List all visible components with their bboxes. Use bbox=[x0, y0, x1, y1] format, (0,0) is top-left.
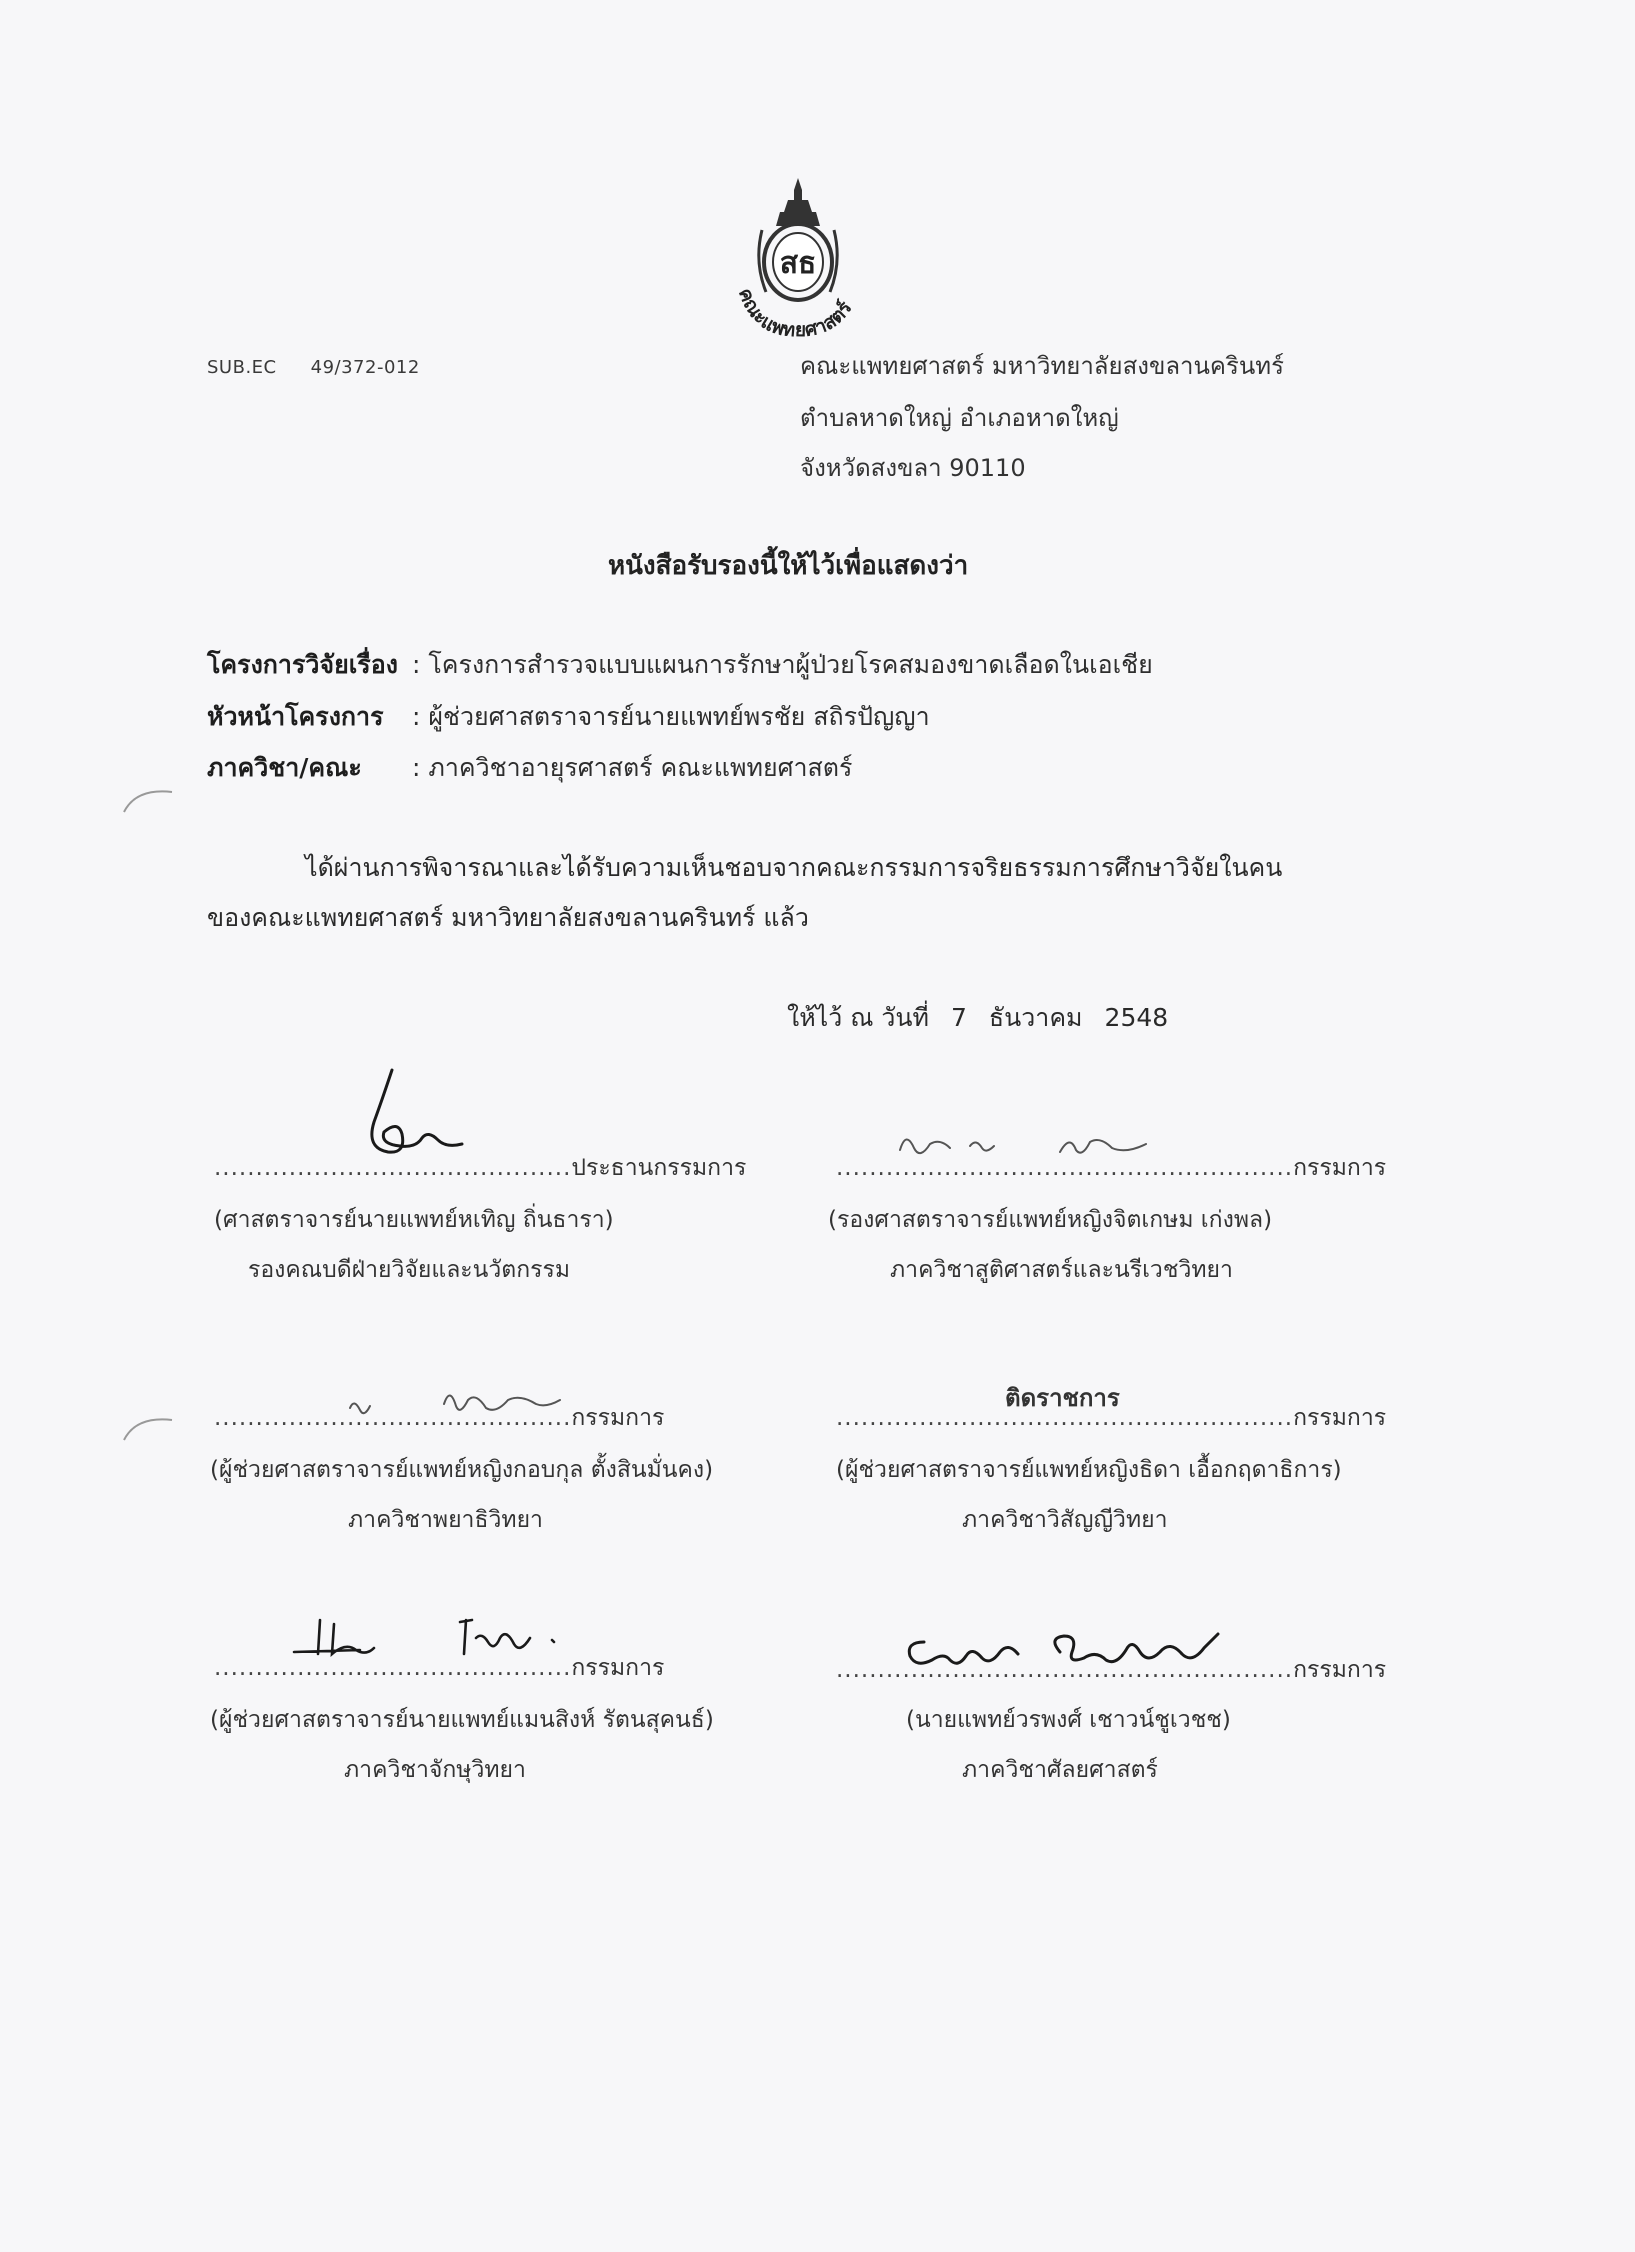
signatory-name-4: (ผู้ช่วยศาสตราจารย์แพทย์หญิงธิดา เอื้อกฤดาธิการ) bbox=[836, 1457, 1342, 1483]
project-dept-label: ภาควิชา/คณะ bbox=[207, 753, 362, 782]
signatory-role: กรรมการ bbox=[571, 1405, 665, 1431]
signatory-name-5: (ผู้ช่วยศาสตราจารย์นายแพทย์แมนสิงห์ รัตนสุคนธ์) bbox=[210, 1707, 714, 1733]
signatory-name-1: (ศาสตราจารย์นายแพทย์หเทิญ ถิ่นธารา) bbox=[214, 1207, 614, 1233]
reference-code: 49/372-012 bbox=[310, 357, 420, 378]
dotted-line: ........................................... bbox=[214, 1155, 572, 1181]
issue-date bbox=[787, 998, 1168, 1038]
punch-hole-mark bbox=[118, 1410, 178, 1450]
project-dept-row bbox=[207, 748, 852, 788]
project-head-value: : ผู้ช่วยศาสตราจารย์นายแพทย์พรชัย สถิรปัญญา bbox=[412, 702, 930, 731]
svg-text:สธ: สธ bbox=[779, 246, 817, 281]
project-head-row bbox=[207, 697, 930, 737]
punch-hole-mark bbox=[118, 782, 178, 822]
signature-line-2 bbox=[836, 1150, 1386, 1186]
signatory-dept-4: ภาควิชาวิสัญญีวิทยา bbox=[962, 1507, 1168, 1533]
date-month: ธันวาคม bbox=[988, 1003, 1083, 1032]
dotted-line: ........................................... bbox=[214, 1655, 572, 1681]
dotted-line: ........................................... bbox=[214, 1405, 572, 1431]
signatory-dept-6: ภาควิชาศัลยศาสตร์ bbox=[962, 1757, 1158, 1783]
project-head-label: หัวหน้าโครงการ bbox=[207, 702, 384, 731]
address-line-2: ตำบลหาดใหญ่ อำเภอหาดใหญ่ bbox=[800, 404, 1119, 432]
signature-line-5 bbox=[214, 1650, 664, 1686]
project-dept-value: : ภาควิชาอายุรศาสตร์ คณะแพทยศาสตร์ bbox=[412, 753, 853, 782]
project-title-value: : โครงการสำรวจแบบแผนการรักษาผู้ป่วยโรคสมองขาดเลือดในเอเชีย bbox=[412, 650, 1153, 679]
reference-prefix: SUB.EC bbox=[207, 357, 277, 378]
address-line-1: คณะแพทยศาสตร์ มหาวิทยาลัยสงขลานครินทร์ bbox=[800, 352, 1284, 380]
seal-ring-text: คณะแพทยศาสตร์ bbox=[733, 285, 857, 340]
signatory-dept-1: รองคณบดีฝ่ายวิจัยและนวัตกรรม bbox=[248, 1257, 571, 1283]
certificate-title: หนังสือรับรองนี้ให้ไว้เพื่อแสดงว่า bbox=[608, 551, 969, 581]
dotted-line: ....................................................... bbox=[836, 1155, 1294, 1181]
project-title-row bbox=[207, 645, 1153, 685]
svg-text:คณะแพทยศาสตร์ bbox=[734, 285, 857, 340]
signatory-role: กรรมการ bbox=[1293, 1657, 1387, 1683]
date-day: 7 bbox=[951, 1003, 967, 1032]
faculty-of-medicine-seal-icon bbox=[718, 170, 878, 340]
approval-text-line-1: ได้ผ่านการพิจารณาและได้รับความเห็นชอบจากคณะกรรมการจริยธรรมการศึกษาวิจัยในคน bbox=[305, 853, 1283, 882]
signatory-dept-3: ภาควิชาพยาธิวิทยา bbox=[348, 1507, 543, 1533]
dotted-line: ....................................................... bbox=[836, 1405, 1294, 1431]
reference-number bbox=[207, 357, 420, 378]
signatory-dept-2: ภาควิชาสูติศาสตร์และนรีเวชวิทยา bbox=[890, 1257, 1233, 1283]
dotted-line: ....................................................... bbox=[836, 1657, 1294, 1683]
signatory-name-6: (นายแพทย์วรพงศ์ เชาวน์ชูเวชช) bbox=[906, 1707, 1231, 1733]
date-prefix: ให้ไว้ ณ วันที่ bbox=[787, 1003, 929, 1032]
signatory-dept-5: ภาควิชาจักษุวิทยา bbox=[344, 1757, 526, 1783]
project-title-label: โครงการวิจัยเรื่อง bbox=[207, 650, 398, 679]
address-line-3: จังหวัดสงขลา 90110 bbox=[800, 454, 1026, 482]
signatory-role: กรรมการ bbox=[1293, 1155, 1387, 1181]
signature-line-1 bbox=[214, 1150, 746, 1186]
signature-line-6 bbox=[836, 1652, 1386, 1688]
signatory-role: กรรมการ bbox=[571, 1655, 665, 1681]
typed-signature-away-on-duty: ติดราชการ bbox=[1005, 1384, 1120, 1412]
date-year: 2548 bbox=[1104, 1003, 1169, 1032]
approval-text-line-2: ของคณะแพทยศาสตร์ มหาวิทยาลัยสงขลานครินทร์ แล้ว bbox=[207, 903, 809, 932]
signature-line-3 bbox=[214, 1400, 664, 1436]
signatory-role: ประธานกรรมการ bbox=[571, 1155, 747, 1181]
signatory-name-3: (ผู้ช่วยศาสตราจารย์แพทย์หญิงกอบกุล ตั้งสินมั่นคง) bbox=[210, 1457, 714, 1483]
signatory-name-2: (รองศาสตราจารย์แพทย์หญิงจิตเกษม เก่งพล) bbox=[828, 1207, 1273, 1233]
signature-line-4 bbox=[836, 1400, 1386, 1436]
signatory-role: กรรมการ bbox=[1293, 1405, 1387, 1431]
